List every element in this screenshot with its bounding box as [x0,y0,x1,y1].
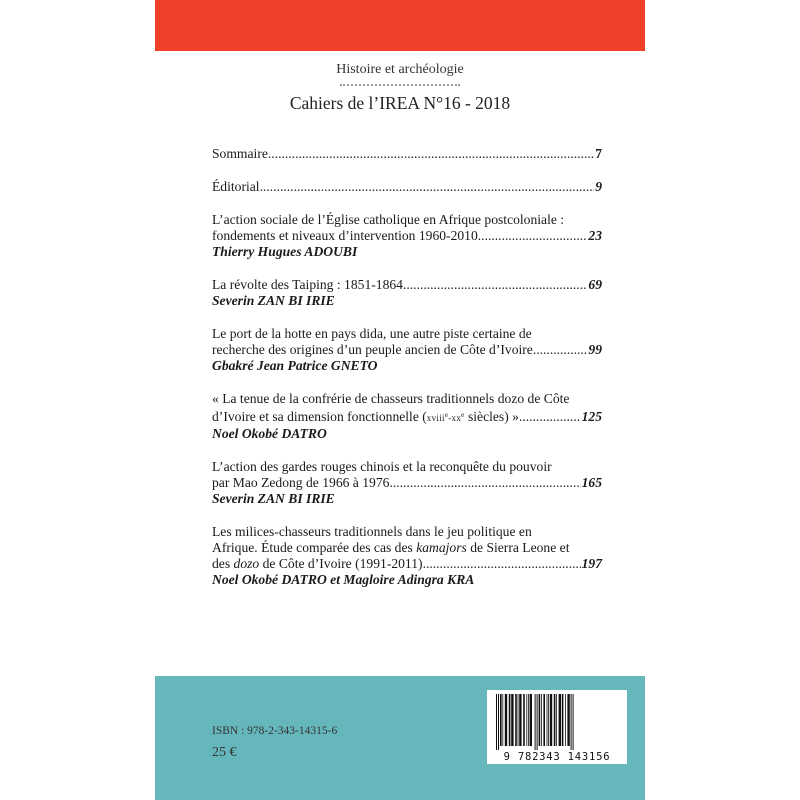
dot-leader [268,146,594,162]
barcode-bar [541,694,542,746]
barcode-bar [530,694,532,746]
toc-entry-article [212,524,602,588]
toc-entry-article [212,277,602,309]
dot-leader [519,409,581,425]
barcode-bar [571,694,572,750]
barcode-bar [526,694,527,746]
dot-leader [533,342,588,358]
toc-title: Éditorial [212,179,260,194]
barcode-bar [539,694,541,746]
barcode-bar [502,694,503,746]
barcode-bar [548,694,549,746]
toc-entry-sommaire [212,146,602,162]
article-author: Noel Okobé DATRO et Magloire Adingra KRA [212,572,475,587]
article-title-line: Le port de la hotte en pays dida, une autre piste certaine de [212,326,532,341]
barcode-bar [543,694,545,746]
toc-entry-article [212,391,602,442]
barcode-bar [496,694,497,750]
dot-leader [389,475,580,491]
barcode-bar [550,694,552,746]
article-title-line: d’Ivoire et sa dimension fonctionnelle ($xviii^e-xx^e$ siècles) » [212,409,519,424]
page-number: 69 [588,277,602,292]
table-of-contents [212,146,602,605]
toc-entry-article [212,459,602,507]
barcode-bars [492,694,622,750]
century-range: $xviii^e-xx^e$ [426,411,465,423]
barcode-bar [519,694,521,746]
article-title-line: Les milices-chasseurs traditionnels dans le jeu politique en [212,524,532,539]
barcode-bar [559,694,561,746]
barcode-bar [500,694,502,746]
barcode-bar [554,694,556,746]
page-number: 125 [581,409,602,424]
article-title-line: L’action des gardes rouges chinois et la reconquête du pouvoir [212,459,552,474]
barcode-bar [509,694,511,746]
barcode-bar [547,694,548,746]
barcode-bar [515,694,517,746]
article-title-line: recherche des origines d’un peuple ancien de Côte d’Ivoire [212,342,533,357]
dot-leader [478,228,588,244]
barcode-bar [528,694,529,746]
article-title-line: par Mao Zedong de 1966 à 1976 [212,475,390,490]
barcode-bar [537,694,538,750]
series-title: Histoire et archéologie [336,62,464,77]
article-author: Severin ZAN BI IRIE [212,491,335,506]
barcode-bar [511,694,513,746]
barcode-bar [498,694,499,750]
journal-title: Cahiers de l’IREA N°16 - 2018 [289,93,511,113]
price-text: 25 € [212,745,237,760]
page-number: 197 [581,556,602,571]
article-author: Noel Okobé DATRO [212,426,327,441]
dotted-divider [340,84,460,86]
article-author: Gbakré Jean Patrice GNETO [212,358,378,373]
page-number: 23 [588,228,602,243]
toc-entry-editorial [212,179,602,195]
barcode-bar [535,694,536,750]
article-title-line: « La tenue de la confrérie de chasseurs traditionnels dozo de Côte [212,391,570,406]
dot-leader [423,556,581,572]
dot-leader [403,277,587,293]
barcode-bar [567,694,569,746]
barcode-bar [505,694,507,746]
toc-title: Sommaire [212,146,268,161]
toc-entry-article [212,326,602,374]
barcode-digits: 9 782343 143156 [503,751,611,763]
barcode-bar [562,694,564,746]
article-author: Severin ZAN BI IRIE [212,293,335,308]
barcode-bar [565,694,566,746]
isbn-text: ISBN : 978-2-343-14315-6 [212,725,338,737]
barcode-bar [518,694,519,746]
page-number: 7 [595,146,602,161]
page-number: 9 [595,179,602,194]
toc-entry-article [212,212,602,260]
article-title-line: La révolte des Taiping : 1851-1864 [212,277,403,292]
page-number: 165 [581,475,602,490]
top-color-band [155,0,645,51]
article-title-line: des dozo de Côte d’Ivoire (1991-2011) [212,556,423,571]
article-title-line: Afrique. Étude comparée des cas des kamajors de Sierra Leone et [212,540,570,555]
article-title-line: L’action sociale de l’Église catholique en Afrique postcoloniale : [212,212,565,227]
barcode-bar [523,694,525,746]
back-cover [155,0,645,800]
barcode-bar [573,694,574,750]
dot-leader [260,179,595,195]
article-author: Thierry Hugues ADOUBI [212,244,358,259]
article-title-line: fondements et niveaux d’intervention 1960-2010 [212,228,478,243]
barcode [487,690,627,764]
page-number: 99 [588,342,602,357]
barcode-bar [556,694,557,746]
